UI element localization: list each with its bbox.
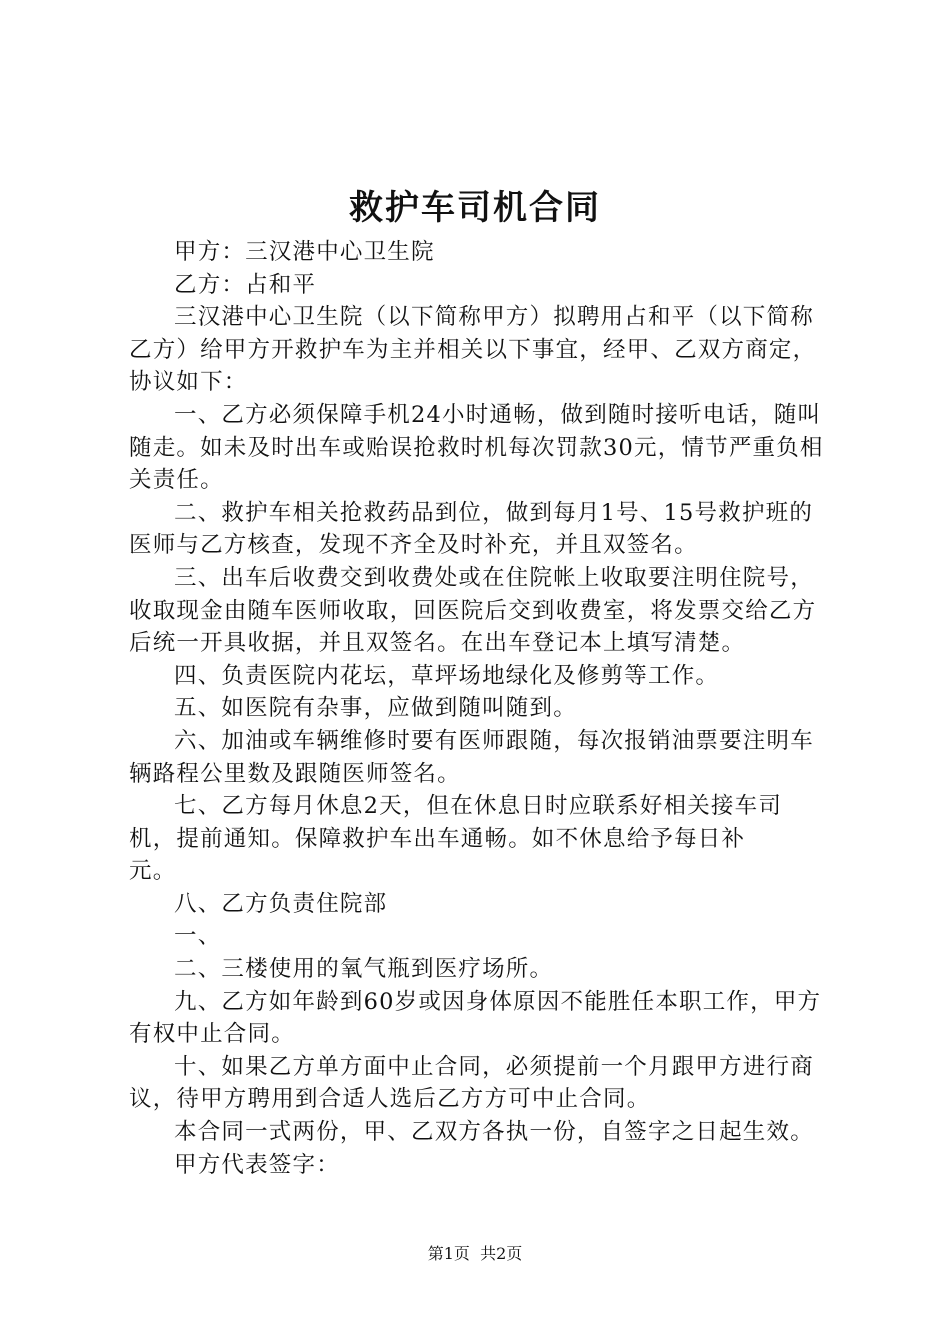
clause-6: 六、加油或车辆维修时要有医师跟随，每次报销油票要注明车辆路程公里数及跟随医师签名。 [129, 727, 814, 787]
clause-2: 二、救护车相关抢救药品到位，做到每月1号、15号救护班的医师与乙方核查，发现不齐全及时补充，并且双签名。 [129, 499, 814, 559]
page-total: 共2页 [480, 1244, 523, 1263]
document-title: 救护车司机合同 [349, 188, 601, 228]
party-a-signature-line: 甲方代表签字： [174, 1151, 340, 1178]
clause-7-tail: 元。 [129, 858, 177, 885]
party-a-line: 甲方：三汉港中心卫生院 [174, 239, 435, 265]
clause-8-sub-1: 一、 [174, 923, 222, 950]
document-body [129, 236, 829, 1181]
clause-8-sub-2: 二、三楼使用的氧气瓶到医疗场所。 [174, 956, 554, 983]
clause-7: 七、乙方每月休息2天，但在休息日时应联系好相关接车司机，提前通知。保障救护车出车通畅。如不休息给予每日补 [129, 793, 783, 852]
clause-5: 五、如医院有杂事，应做到随叫随到。 [174, 695, 577, 722]
clause-10: 十、如果乙方单方面中止合同，必须提前一个月跟甲方进行商议，待甲方聘用到合适人选后乙方方可中止合同。 [129, 1053, 814, 1113]
clause-1: 一、乙方必须保障手机24小时通畅，做到随时接听电话，随叫随走。如未及时出车或贻误抢救时机每次罚款30元，情节严重负相关责任。 [129, 401, 824, 494]
closing-paragraph: 本合同一式两份，甲、乙双方各执一份，自签字之日起生效。 [174, 1119, 814, 1146]
page-footer [0, 1244, 950, 1264]
page-number: 第1页 [427, 1244, 470, 1263]
clause-4: 四、负责医院内花坛，草坪场地绿化及修剪等工作。 [174, 662, 720, 689]
intro-paragraph: 三汉港中心卫生院（以下简称甲方）拟聘用占和平（以下简称乙方）给甲方开救护车为主并相关以下事宜，经甲、乙双方商定，协议如下： [129, 304, 817, 396]
party-b-line: 乙方：占和平 [174, 271, 317, 298]
clause-9: 九、乙方如年龄到60岁或因身体原因不能胜任本职工作，甲方有权中止合同。 [129, 988, 822, 1048]
clause-3: 三、出车后收费交到收费处或在住院帐上收取要注明住院号，收取现金由随车医师收取，回医院后交到收费室，将发票交给乙方后统一开具收据，并且双签名。在出车登记本上填写清楚。 [129, 564, 817, 657]
clause-8: 八、乙方负责住院部 [174, 890, 388, 917]
